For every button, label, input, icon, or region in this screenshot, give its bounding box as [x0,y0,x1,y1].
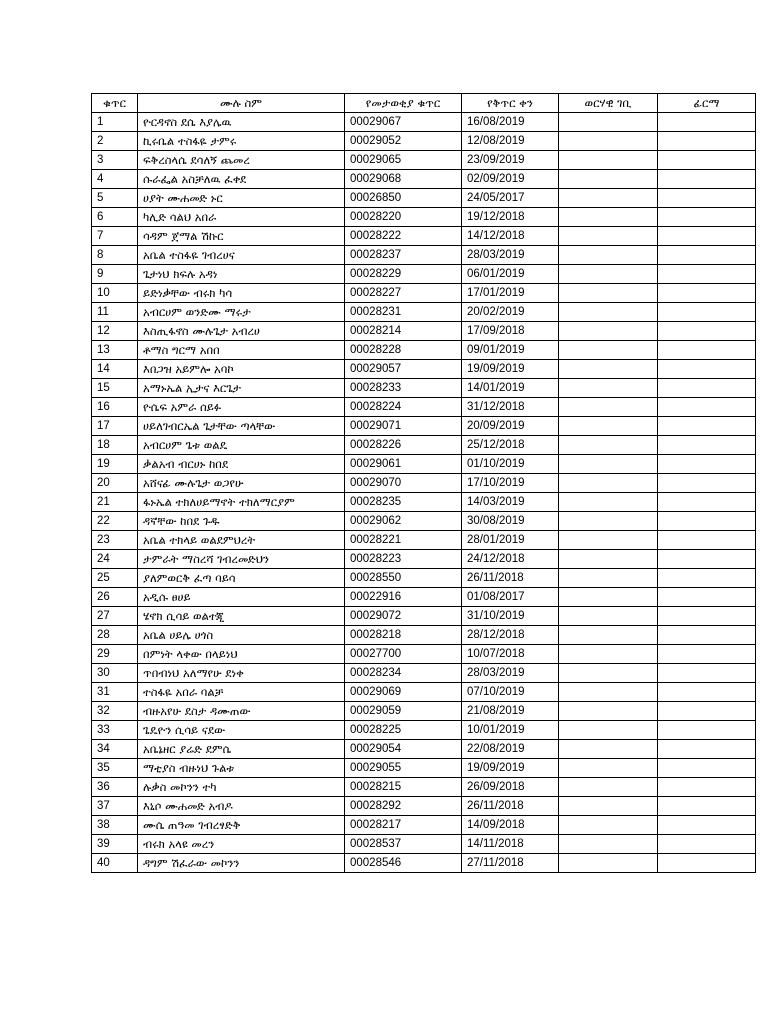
id-number-cell: 00029061 [345,455,462,474]
monthly-income-cell [559,683,658,702]
id-number-cell: 00028550 [345,569,462,588]
hire-date-cell: 17/10/2019 [462,474,559,493]
signature-cell [658,132,756,151]
signature-cell [658,512,756,531]
hire-date-cell: 10/07/2018 [462,645,559,664]
signature-cell [658,550,756,569]
monthly-income-cell [559,284,658,303]
signature-cell [658,170,756,189]
table-row [92,645,756,664]
hire-date-cell: 26/09/2018 [462,778,559,797]
hire-date-cell: 16/08/2019 [462,113,559,132]
monthly-income-cell [559,778,658,797]
row-number-cell: 10 [92,284,138,303]
signature-cell [658,265,756,284]
full-name-cell: ቃልአብ ብርሀኑ ከበደ [138,455,345,474]
table-row [92,303,756,322]
hire-date-cell: 17/09/2018 [462,322,559,341]
monthly-income-cell [559,493,658,512]
signature-cell [658,626,756,645]
id-number-cell: 00028233 [345,379,462,398]
monthly-income-cell [559,512,658,531]
id-number-cell: 00028227 [345,284,462,303]
signature-cell [658,493,756,512]
signature-cell [658,721,756,740]
table-row [92,455,756,474]
id-number-cell: 00028220 [345,208,462,227]
table-row [92,512,756,531]
monthly-income-cell [559,797,658,816]
id-number-cell: 00029069 [345,683,462,702]
id-number-cell: 00029057 [345,360,462,379]
full-name-cell: አሸናፊ ሙሉጌታ ወጋየሁ [138,474,345,493]
hire-date-cell: 14/01/2019 [462,379,559,398]
hire-date-cell: 25/12/2018 [462,436,559,455]
row-number-cell: 26 [92,588,138,607]
full-name-cell: ሀያት ሙሐመድ ኑር [138,189,345,208]
row-number-cell: 13 [92,341,138,360]
full-name-cell: ብዙአየሁ ደስታ ዳሙጠው [138,702,345,721]
hire-date-cell: 10/01/2019 [462,721,559,740]
hire-date-cell: 17/01/2019 [462,284,559,303]
row-number-cell: 29 [92,645,138,664]
hire-date-cell: 19/09/2019 [462,759,559,778]
monthly-income-cell [559,664,658,683]
monthly-income-cell [559,170,658,189]
employee-table [91,93,756,873]
header-row [92,94,756,113]
row-number-cell: 33 [92,721,138,740]
signature-cell [658,854,756,873]
full-name-cell: አብርሀም ጌቱ ወልዴ [138,436,345,455]
id-number-cell: 00029062 [345,512,462,531]
table-row [92,341,756,360]
signature-cell [658,588,756,607]
signature-cell [658,778,756,797]
table-row [92,379,756,398]
id-number-cell: 00028225 [345,721,462,740]
header-signature: ፊርማ [658,94,756,113]
monthly-income-cell [559,455,658,474]
hire-date-cell: 30/08/2019 [462,512,559,531]
id-number-cell: 00028223 [345,550,462,569]
full-name-cell: ፋኑኤል ተክለሀይማኖት ተክለማርያም [138,493,345,512]
id-number-cell: 00028226 [345,436,462,455]
signature-cell [658,740,756,759]
row-number-cell: 36 [92,778,138,797]
table-row [92,398,756,417]
signature-cell [658,664,756,683]
full-name-cell: አቤል ተክላይ ወልደምህረት [138,531,345,550]
table-row [92,588,756,607]
full-name-cell: አማኑኤል ኢታና እርጌታ [138,379,345,398]
hire-date-cell: 31/10/2019 [462,607,559,626]
hire-date-cell: 22/08/2019 [462,740,559,759]
monthly-income-cell [559,740,658,759]
id-number-cell: 00028234 [345,664,462,683]
id-number-cell: 00029070 [345,474,462,493]
row-number-cell: 5 [92,189,138,208]
row-number-cell: 16 [92,398,138,417]
monthly-income-cell [559,132,658,151]
table-row [92,721,756,740]
full-name-cell: አብርሀም ወንድሙ ማሩታ [138,303,345,322]
header-hire-date: የቅጥር ቀን [462,94,559,113]
hire-date-cell: 06/01/2019 [462,265,559,284]
row-number-cell: 11 [92,303,138,322]
table-row [92,208,756,227]
monthly-income-cell [559,189,658,208]
id-number-cell: 00029072 [345,607,462,626]
row-number-cell: 12 [92,322,138,341]
hire-date-cell: 12/08/2019 [462,132,559,151]
row-number-cell: 8 [92,246,138,265]
table-row [92,189,756,208]
monthly-income-cell [559,645,658,664]
table-row [92,759,756,778]
table-row [92,664,756,683]
id-number-cell: 00029068 [345,170,462,189]
hire-date-cell: 14/09/2018 [462,816,559,835]
id-number-cell: 00029067 [345,113,462,132]
signature-cell [658,189,756,208]
row-number-cell: 30 [92,664,138,683]
monthly-income-cell [559,531,658,550]
signature-cell [658,113,756,132]
row-number-cell: 35 [92,759,138,778]
monthly-income-cell [559,417,658,436]
id-number-cell: 00029065 [345,151,462,170]
hire-date-cell: 09/01/2019 [462,341,559,360]
row-number-cell: 24 [92,550,138,569]
hire-date-cell: 26/11/2018 [462,569,559,588]
signature-cell [658,531,756,550]
row-number-cell: 34 [92,740,138,759]
hire-date-cell: 19/12/2018 [462,208,559,227]
table-row [92,854,756,873]
id-number-cell: 00028292 [345,797,462,816]
table-row [92,227,756,246]
header-monthly-income: ወርሃዊ ገቢ [559,94,658,113]
full-name-cell: ማቲያስ ብዙነህ ጉልቱ [138,759,345,778]
signature-cell [658,208,756,227]
signature-cell [658,816,756,835]
monthly-income-cell [559,436,658,455]
row-number-cell: 7 [92,227,138,246]
row-number-cell: 6 [92,208,138,227]
id-number-cell: 00028221 [345,531,462,550]
hire-date-cell: 26/11/2018 [462,797,559,816]
monthly-income-cell [559,759,658,778]
table-row [92,569,756,588]
full-name-cell: ሉቃስ መኮንን ተካ [138,778,345,797]
id-number-cell: 00029071 [345,417,462,436]
table-row [92,436,756,455]
monthly-income-cell [559,398,658,417]
table-row [92,284,756,303]
full-name-cell: ቶማስ ግርማ አበበ [138,341,345,360]
table-row [92,113,756,132]
full-name-cell: እበጋዝ አይምሎ አባኮ [138,360,345,379]
row-number-cell: 4 [92,170,138,189]
hire-date-cell: 14/12/2018 [462,227,559,246]
monthly-income-cell [559,208,658,227]
row-number-cell: 40 [92,854,138,873]
signature-cell [658,341,756,360]
hire-date-cell: 24/05/2017 [462,189,559,208]
signature-cell [658,474,756,493]
full-name-cell: ታምራት ማስረሻ ገብረመድህን [138,550,345,569]
hire-date-cell: 21/08/2019 [462,702,559,721]
id-number-cell: 00028218 [345,626,462,645]
hire-date-cell: 20/09/2019 [462,417,559,436]
table-row [92,702,756,721]
header-number: ቁጥር [92,94,138,113]
table-row [92,740,756,759]
hire-date-cell: 27/11/2018 [462,854,559,873]
table-row [92,493,756,512]
monthly-income-cell [559,854,658,873]
full-name-cell: ሙሴ ጠዓመ ገብረፃድቅ [138,816,345,835]
table-row [92,322,756,341]
signature-cell [658,398,756,417]
full-name-cell: አቤል ሀይሌ ሀጎስ [138,626,345,645]
header-id-number: የመታወቂያ ቁጥር [345,94,462,113]
row-number-cell: 17 [92,417,138,436]
monthly-income-cell [559,341,658,360]
monthly-income-cell [559,626,658,645]
signature-cell [658,835,756,854]
table-row [92,816,756,835]
row-number-cell: 20 [92,474,138,493]
id-number-cell: 00028229 [345,265,462,284]
hire-date-cell: 28/01/2019 [462,531,559,550]
full-name-cell: ጌዴዮን ሲሳይ ናደው [138,721,345,740]
id-number-cell: 00028237 [345,246,462,265]
full-name-cell: ብሩክ አላዩ መረን [138,835,345,854]
id-number-cell: 00028215 [345,778,462,797]
row-number-cell: 9 [92,265,138,284]
full-name-cell: አቤል ተስፋዬ ገብረሀና [138,246,345,265]
monthly-income-cell [559,227,658,246]
table-row [92,778,756,797]
row-number-cell: 32 [92,702,138,721]
full-name-cell: ሄኖክ ሲሳይ ወልተጂ [138,607,345,626]
table-row [92,550,756,569]
hire-date-cell: 19/09/2019 [462,360,559,379]
id-number-cell: 00029054 [345,740,462,759]
full-name-cell: ዳኛቸው ከበደ ጉዱ [138,512,345,531]
signature-cell [658,607,756,626]
row-number-cell: 18 [92,436,138,455]
signature-cell [658,284,756,303]
row-number-cell: 28 [92,626,138,645]
signature-cell [658,379,756,398]
full-name-cell: እስጢፋኖስ ሙሉጌታ አብረሀ [138,322,345,341]
full-name-cell: ሳዳም ጀማል ሽኩር [138,227,345,246]
full-name-cell: ዳግም ሽፈራው መኮንን [138,854,345,873]
id-number-cell: 00029052 [345,132,462,151]
monthly-income-cell [559,379,658,398]
table-row [92,835,756,854]
id-number-cell: 00028537 [345,835,462,854]
row-number-cell: 27 [92,607,138,626]
signature-cell [658,645,756,664]
signature-cell [658,417,756,436]
hire-date-cell: 07/10/2019 [462,683,559,702]
monthly-income-cell [559,303,658,322]
hire-date-cell: 28/03/2019 [462,246,559,265]
hire-date-cell: 20/02/2019 [462,303,559,322]
full-name-cell: ተስፋዬ አበራ ባልቻ [138,683,345,702]
full-name-cell: ያለምወርቅ ፈጣ ባይሳ [138,569,345,588]
id-number-cell: 00029055 [345,759,462,778]
monthly-income-cell [559,721,658,740]
hire-date-cell: 24/12/2018 [462,550,559,569]
table-row [92,683,756,702]
signature-cell [658,227,756,246]
id-number-cell: 00028224 [345,398,462,417]
row-number-cell: 39 [92,835,138,854]
signature-cell [658,797,756,816]
row-number-cell: 38 [92,816,138,835]
hire-date-cell: 14/03/2019 [462,493,559,512]
full-name-cell: ጌታነህ ክፍሉ አዳነ [138,265,345,284]
row-number-cell: 1 [92,113,138,132]
table-row [92,246,756,265]
row-number-cell: 22 [92,512,138,531]
id-number-cell: 00026850 [345,189,462,208]
id-number-cell: 00028231 [345,303,462,322]
monthly-income-cell [559,816,658,835]
row-number-cell: 23 [92,531,138,550]
id-number-cell: 00028235 [345,493,462,512]
row-number-cell: 15 [92,379,138,398]
full-name-cell: ካሊድ ሳልህ አበራ [138,208,345,227]
table-body [92,113,756,873]
row-number-cell: 31 [92,683,138,702]
full-name-cell: ዮርዳኖስ ደሴ እያሌዉ [138,113,345,132]
signature-cell [658,436,756,455]
monthly-income-cell [559,835,658,854]
id-number-cell: 00028546 [345,854,462,873]
signature-cell [658,360,756,379]
full-name-cell: ጥበብነህ አለማየሁ ደነቀ [138,664,345,683]
monthly-income-cell [559,550,658,569]
signature-cell [658,683,756,702]
hire-date-cell: 01/08/2017 [462,588,559,607]
monthly-income-cell [559,265,658,284]
signature-cell [658,569,756,588]
id-number-cell: 00022916 [345,588,462,607]
table-row [92,626,756,645]
hire-date-cell: 14/11/2018 [462,835,559,854]
row-number-cell: 3 [92,151,138,170]
signature-cell [658,455,756,474]
full-name-cell: እኒሶ ሙሐመድ አብዶ [138,797,345,816]
monthly-income-cell [559,151,658,170]
table-row [92,151,756,170]
table-row [92,265,756,284]
full-name-cell: አዲሱ ፀሀይ [138,588,345,607]
row-number-cell: 25 [92,569,138,588]
hire-date-cell: 23/09/2019 [462,151,559,170]
row-number-cell: 19 [92,455,138,474]
monthly-income-cell [559,113,658,132]
id-number-cell: 00028222 [345,227,462,246]
full-name-cell: በምነት ላቀው በላይነህ [138,645,345,664]
table-row [92,132,756,151]
signature-cell [658,151,756,170]
table-row [92,797,756,816]
signature-cell [658,246,756,265]
signature-cell [658,322,756,341]
monthly-income-cell [559,588,658,607]
row-number-cell: 2 [92,132,138,151]
table-row [92,531,756,550]
signature-cell [658,702,756,721]
full-name-cell: አቤኔዘር ያሬድ ደምሴ [138,740,345,759]
id-number-cell: 00029059 [345,702,462,721]
full-name-cell: ይድነቃቸው ብሩክ ካሳ [138,284,345,303]
monthly-income-cell [559,607,658,626]
id-number-cell: 00028217 [345,816,462,835]
monthly-income-cell [559,322,658,341]
hire-date-cell: 01/10/2019 [462,455,559,474]
monthly-income-cell [559,702,658,721]
table-row [92,170,756,189]
hire-date-cell: 02/09/2019 [462,170,559,189]
hire-date-cell: 28/03/2019 [462,664,559,683]
id-number-cell: 00028228 [345,341,462,360]
table-row [92,360,756,379]
full-name-cell: ሱራፌል አስቻለዉ ፈቀደ [138,170,345,189]
hire-date-cell: 28/12/2018 [462,626,559,645]
monthly-income-cell [559,474,658,493]
id-number-cell: 00027700 [345,645,462,664]
full-name-cell: ፍቅረስላሴ ደሳለኝ ጨመረ [138,151,345,170]
full-name-cell: ዮሴፍ አምራ ሰይፉ [138,398,345,417]
signature-cell [658,759,756,778]
monthly-income-cell [559,360,658,379]
id-number-cell: 00028214 [345,322,462,341]
signature-cell [658,303,756,322]
row-number-cell: 14 [92,360,138,379]
full-name-cell: ኪሩቤል ተስፋዬ ታምሩ [138,132,345,151]
monthly-income-cell [559,246,658,265]
full-name-cell: ሀይለገብርኤል ጌታቸው ጣላቸው [138,417,345,436]
table-row [92,417,756,436]
hire-date-cell: 31/12/2018 [462,398,559,417]
row-number-cell: 21 [92,493,138,512]
table-row [92,607,756,626]
table-row [92,474,756,493]
monthly-income-cell [559,569,658,588]
header-full-name: ሙሉ ስም [138,94,345,113]
row-number-cell: 37 [92,797,138,816]
